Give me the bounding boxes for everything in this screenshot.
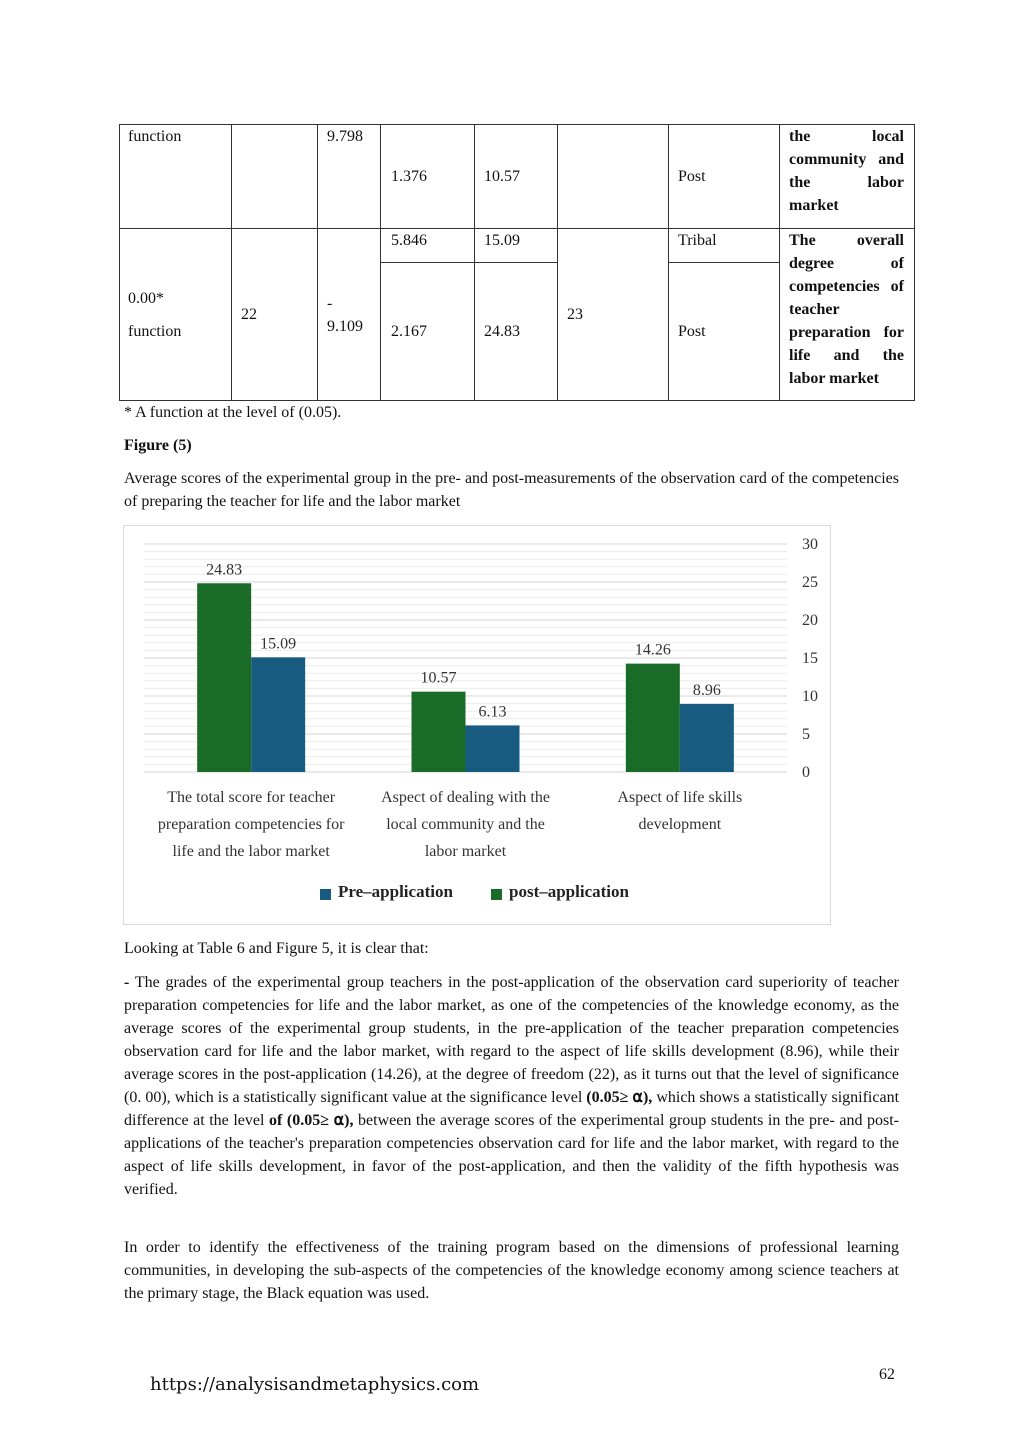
paragraph-last: In order to identify the effectiveness of the training program based on the dimensions of professional learning communities, in developing the sub-aspects of the competencies of the knowledge economy among science teachers at the primary stage, the Black equation was used. bbox=[124, 1239, 899, 1302]
table-cell-text: function bbox=[128, 128, 182, 145]
paragraph-main bbox=[124, 971, 899, 1201]
x-tick-label: life and the labor market bbox=[172, 843, 330, 860]
y-tick-label: 20 bbox=[802, 612, 818, 629]
significance-value: 0.00* bbox=[128, 289, 164, 307]
table-cell-text: - bbox=[327, 294, 333, 312]
table-footnote: * A function at the level of (0.05). bbox=[124, 404, 342, 421]
footer-url: https://analysisandmetaphysics.com bbox=[150, 1374, 480, 1395]
table-cell: 1.376 bbox=[381, 125, 475, 229]
data-label: 15.09 bbox=[260, 635, 297, 653]
table-row bbox=[120, 229, 915, 263]
bar bbox=[680, 704, 734, 772]
list-dash: - bbox=[124, 974, 130, 991]
data-label: 10.57 bbox=[420, 669, 457, 687]
paragraph-emphasis: (0.05≥ ⍺), bbox=[586, 1089, 653, 1106]
x-tick-label: local community and the bbox=[386, 816, 545, 833]
y-tick-label: 15 bbox=[802, 650, 818, 667]
table-cell bbox=[318, 229, 381, 401]
table-row bbox=[120, 125, 915, 229]
table-cell bbox=[120, 229, 232, 401]
figure-title: Figure (5) bbox=[124, 437, 192, 454]
table-cell: 10.57 bbox=[475, 125, 558, 229]
table-cell: 2.167 bbox=[381, 263, 475, 401]
legend-swatch bbox=[320, 889, 331, 900]
figure-chart bbox=[123, 525, 831, 925]
paragraph-text: between the average scores of the experimental group students in the pre- and post-applications of the teacher's preparation competencies observation card for life and the labor market, with regard to the aspect of life skills development, in favor of the post-application, and then the validity of the fifth hypothesis was verified. bbox=[124, 1112, 900, 1198]
paragraph-text: which shows a statistically significant difference at the level bbox=[124, 1089, 900, 1129]
table-cell-text: 9.798 bbox=[327, 128, 363, 145]
x-tick-label: labor market bbox=[424, 843, 507, 860]
table-row-label: the local community and the labor market bbox=[780, 125, 915, 229]
results-table bbox=[119, 124, 915, 401]
bar bbox=[251, 657, 305, 772]
t-value: 9.109 bbox=[327, 317, 363, 335]
x-tick-label: The total score for teacher bbox=[167, 789, 336, 806]
y-tick-label: 10 bbox=[802, 688, 818, 705]
x-tick-label: Aspect of dealing with the bbox=[381, 789, 550, 806]
table-cell-text: function bbox=[128, 322, 182, 340]
data-label: 6.13 bbox=[478, 703, 507, 721]
x-tick-label: Aspect of life skills bbox=[617, 789, 743, 806]
bar bbox=[412, 692, 466, 772]
y-tick-label: 5 bbox=[802, 726, 810, 743]
y-tick-label: 30 bbox=[802, 536, 818, 553]
data-label: 8.96 bbox=[692, 681, 721, 699]
legend-label: post–application bbox=[509, 882, 629, 901]
paragraph-emphasis: of (0.05≥ ⍺), bbox=[269, 1112, 354, 1129]
table-cell bbox=[120, 125, 232, 229]
page-number: 62 bbox=[879, 1366, 895, 1383]
table-cell bbox=[318, 125, 381, 229]
table-cell bbox=[232, 125, 318, 229]
table-cell: Post bbox=[669, 263, 780, 401]
table-cell: 15.09 bbox=[475, 229, 558, 263]
table-cell: Post bbox=[669, 125, 780, 229]
bar bbox=[626, 664, 680, 772]
data-label: 14.26 bbox=[634, 641, 671, 659]
table-row-label: The overall degree of competencies of teacher preparation for life and the labor market bbox=[780, 229, 915, 401]
data-label: 24.83 bbox=[206, 561, 243, 579]
sample-size: 23 bbox=[558, 229, 669, 401]
table-cell: Tribal bbox=[669, 229, 780, 263]
legend-label: Pre–application bbox=[338, 882, 453, 901]
bar bbox=[197, 583, 251, 772]
y-tick-label: 0 bbox=[802, 764, 810, 781]
bar bbox=[466, 725, 520, 772]
figure-caption: Average scores of the experimental group in the pre- and post-measurements of the observation card of the competencies of preparing the teacher for life and the labor market bbox=[124, 470, 899, 510]
x-tick-label: preparation competencies for bbox=[157, 816, 345, 833]
y-tick-label: 25 bbox=[802, 574, 818, 591]
paragraph-text: The grades of the experimental group teachers in the post-application of the observation card superiority of teacher preparation competencies for life and the labor market, as one of the competencies of the knowledge economy, as the average scores of the experimental group students, in the pre-application of the teacher preparation competencies observation card for life and the labor market, with regard to the aspect of life skills development (8.96), while their average scores in the post-application (14.26), at the degree of freedom (22), as it turns out that the level of significance (0. 00), which is a statistically significant value at the significance level bbox=[124, 974, 899, 1106]
bar-chart bbox=[124, 526, 830, 924]
table-cell: 5.846 bbox=[381, 229, 475, 263]
x-tick-label: development bbox=[638, 816, 722, 833]
table-cell bbox=[558, 125, 669, 229]
degrees-of-freedom: 22 bbox=[232, 229, 318, 401]
legend-swatch bbox=[491, 889, 502, 900]
table-cell: 24.83 bbox=[475, 263, 558, 401]
paragraph-intro: Looking at Table 6 and Figure 5, it is clear that: bbox=[124, 940, 429, 957]
